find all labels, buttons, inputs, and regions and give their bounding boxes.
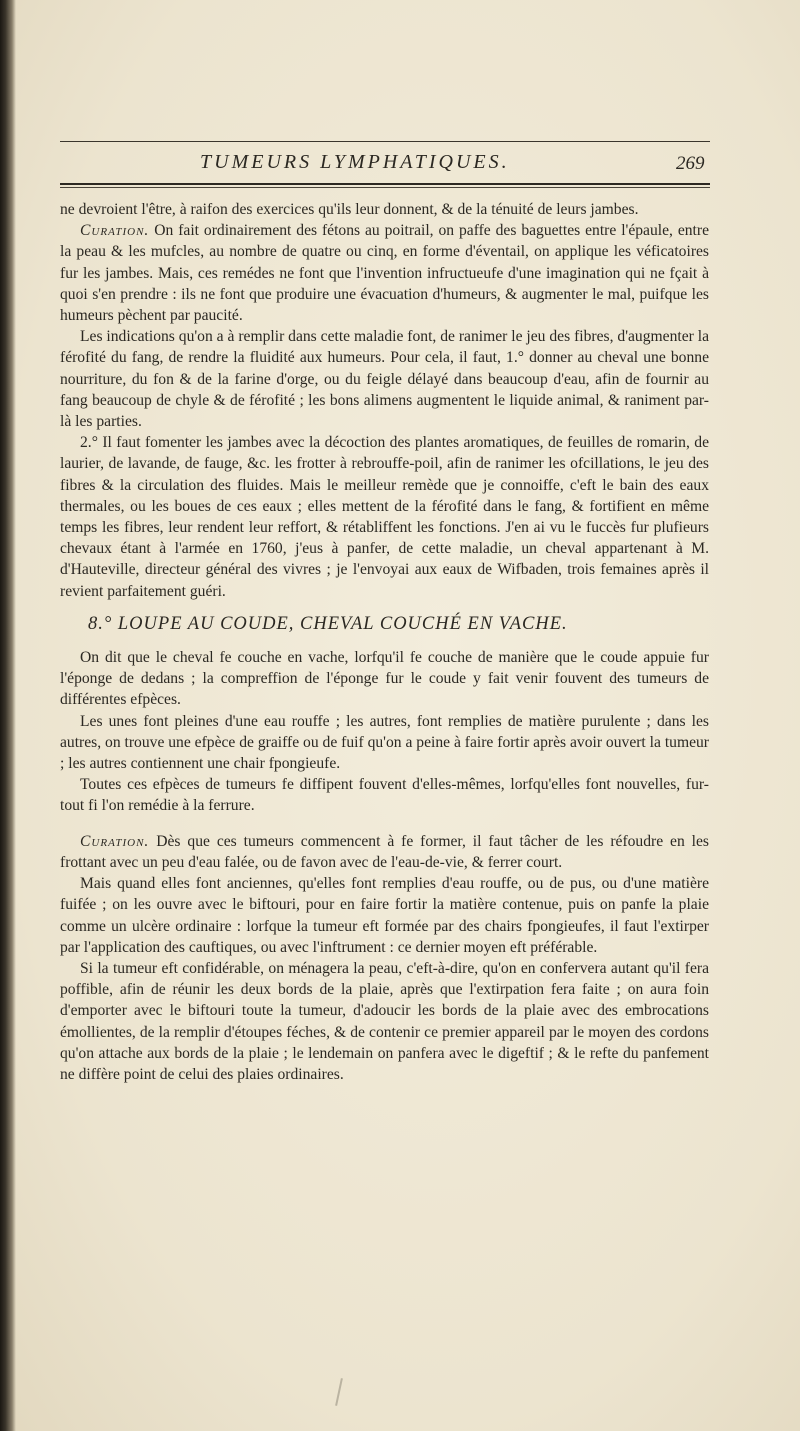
header-rule-thick xyxy=(60,183,710,185)
paragraph: ne devroient l'être, à raifon des exercices qu'ils leur donnent, & de la ténuité de leurs jambes. xyxy=(60,201,639,218)
section-heading: 8.° LOUPE AU COUDE, CHEVAL COUCHÉ EN VACHE. xyxy=(88,613,568,634)
curation-label: Curation. xyxy=(80,832,150,850)
spacer xyxy=(60,817,709,831)
running-title: TUMEURS LYMPHATIQUES. xyxy=(200,151,510,173)
paragraph: Toutes ces efpèces de tumeurs fe diffipent fouvent d'elles-mêmes, lorfqu'elles font nouvelles, fur-tout fi l'on remédie à la ferrure. xyxy=(60,776,709,815)
paragraph: Les unes font pleines d'une eau rouffe ; les autres, font remplies de matière purulente ; dans les autres, on trouve une efpèce de graiffe ou de fuif qu'on a peine à faire fortir après avoir ouvert la tumeur ; les autres contiennent une chair fpongieufe. xyxy=(60,712,709,773)
paragraph: On dit que le cheval fe couche en vache, lorfqu'il fe couche de manière que le coude appuie fur l'éponge de dedans ; la compreffion de l'éponge fur le coude y fait venir fouvent des tumeurs de différentes efpèces. xyxy=(60,649,709,709)
paragraph-text: On fait ordinairement des fétons au poitrail, on paffe des baguettes entre l'épaule, entre la peau & les mufcles, au nombre de quatre ou cinq, en forme d'éventail, on applique les véficatoires fur les jambes. Mais, ces remédes ne font que l'invention infructueufe d'une imagination qui ne fçait à quoi s'en prendre : ils ne font que produire une évacuation d'humeurs, & augmenter le mal, puifque les humeurs pèchent par paucité. xyxy=(60,222,709,325)
paragraph-curation-2 xyxy=(60,831,709,873)
paragraph-curation-1 xyxy=(60,220,709,326)
header-rule-thin xyxy=(60,187,710,188)
paragraph: Si la tumeur eft confidérable, on ménagera la peau, c'eft-à-dire, qu'on en confervera autant qu'il fera poffible, afin de réunir les deux bords de la plaie, après que l'extirpation fera faite ; on aura foin d'emporter avec le biftouri toute la tumeur, d'adoucir les bords de la plaie avec des embrocations émollientes, de la remplir d'étoupes féches, & de contenir ce premier appareil par le moyen des cordons qu'on attache aux bords de la plaie ; le lendemain on panfera avec le digeftif ; & le refte du panfement ne diffère point de celui des plaies ordinaires. xyxy=(60,959,709,1083)
curation-label: Curation. xyxy=(80,222,150,240)
page-number: 269 xyxy=(676,153,705,174)
paragraph: 2.° Il faut fomenter les jambes avec la décoction des plantes aromatiques, de feuilles de romarin, de laurier, de lavande, de fauge, &c. les frotter à rebrouffe-poil, afin de ranimer les ofcillations, le jeu des fibres & la circulation des fluides. Mais le meilleur remède que je connoiffe, c'eft le bain des eaux thermales, ou les boues de ces eaux ; elles mettent de la férofité dans le fang, & fortifient en même temps les fibres, leur rendent leur reffort, & rétabliffent les fonctions. J'en ai vu le fuccès fur plufieurs chevaux étant à l'armée en 1760, j'eus à panfer, de cette maladie, un cheval appartenant à M. d'Hauteville, directeur général des vivres ; je l'envoyai aux eaux de Wifbaden, trois femaines après il revient parfaitement guéri. xyxy=(60,434,709,600)
paragraph: Mais quand elles font anciennes, qu'elles font remplies d'eau rouffe, ou de pus, ou d'une matière fuifée ; on les ouvre avec le biftouri, pour en faire fortir la matière contenue, puis on panfe la plaie comme un ulcère ordinaire : lorfque la tumeur eft formée par des chairs fpongieufes, il faut l'extirper par l'application des cauftiques, ou avec l'inftrument : ce dernier moyen eft préférable. xyxy=(60,875,709,956)
body-text xyxy=(60,199,709,1085)
paragraph-text: Dès que ces tumeurs commencent à fe former, il faut tâcher de les réfoudre en les frottant avec un peu d'eau falée, ou de favon avec de l'eau-de-vie, & ferrer court. xyxy=(60,832,709,871)
paper-blemish xyxy=(335,1378,343,1406)
paragraph: Les indications qu'on a à remplir dans cette maladie font, de ranimer le jeu des fibres, d'augmenter la férofité du fang, de rendre la fluidité aux humeurs. Pour cela, il faut, 1.° donner au cheval une bonne nourriture, du fon & de la farine d'orge, ou du feigle délayé dans beaucoup d'eau, afin de fournir au fang beaucoup de chyle & de férofité ; les bons alimens augmentent le liquide animal, & raniment par-là les parties. xyxy=(60,328,709,431)
book-spine-shadow xyxy=(0,0,16,1431)
header-rule-top xyxy=(60,141,710,142)
